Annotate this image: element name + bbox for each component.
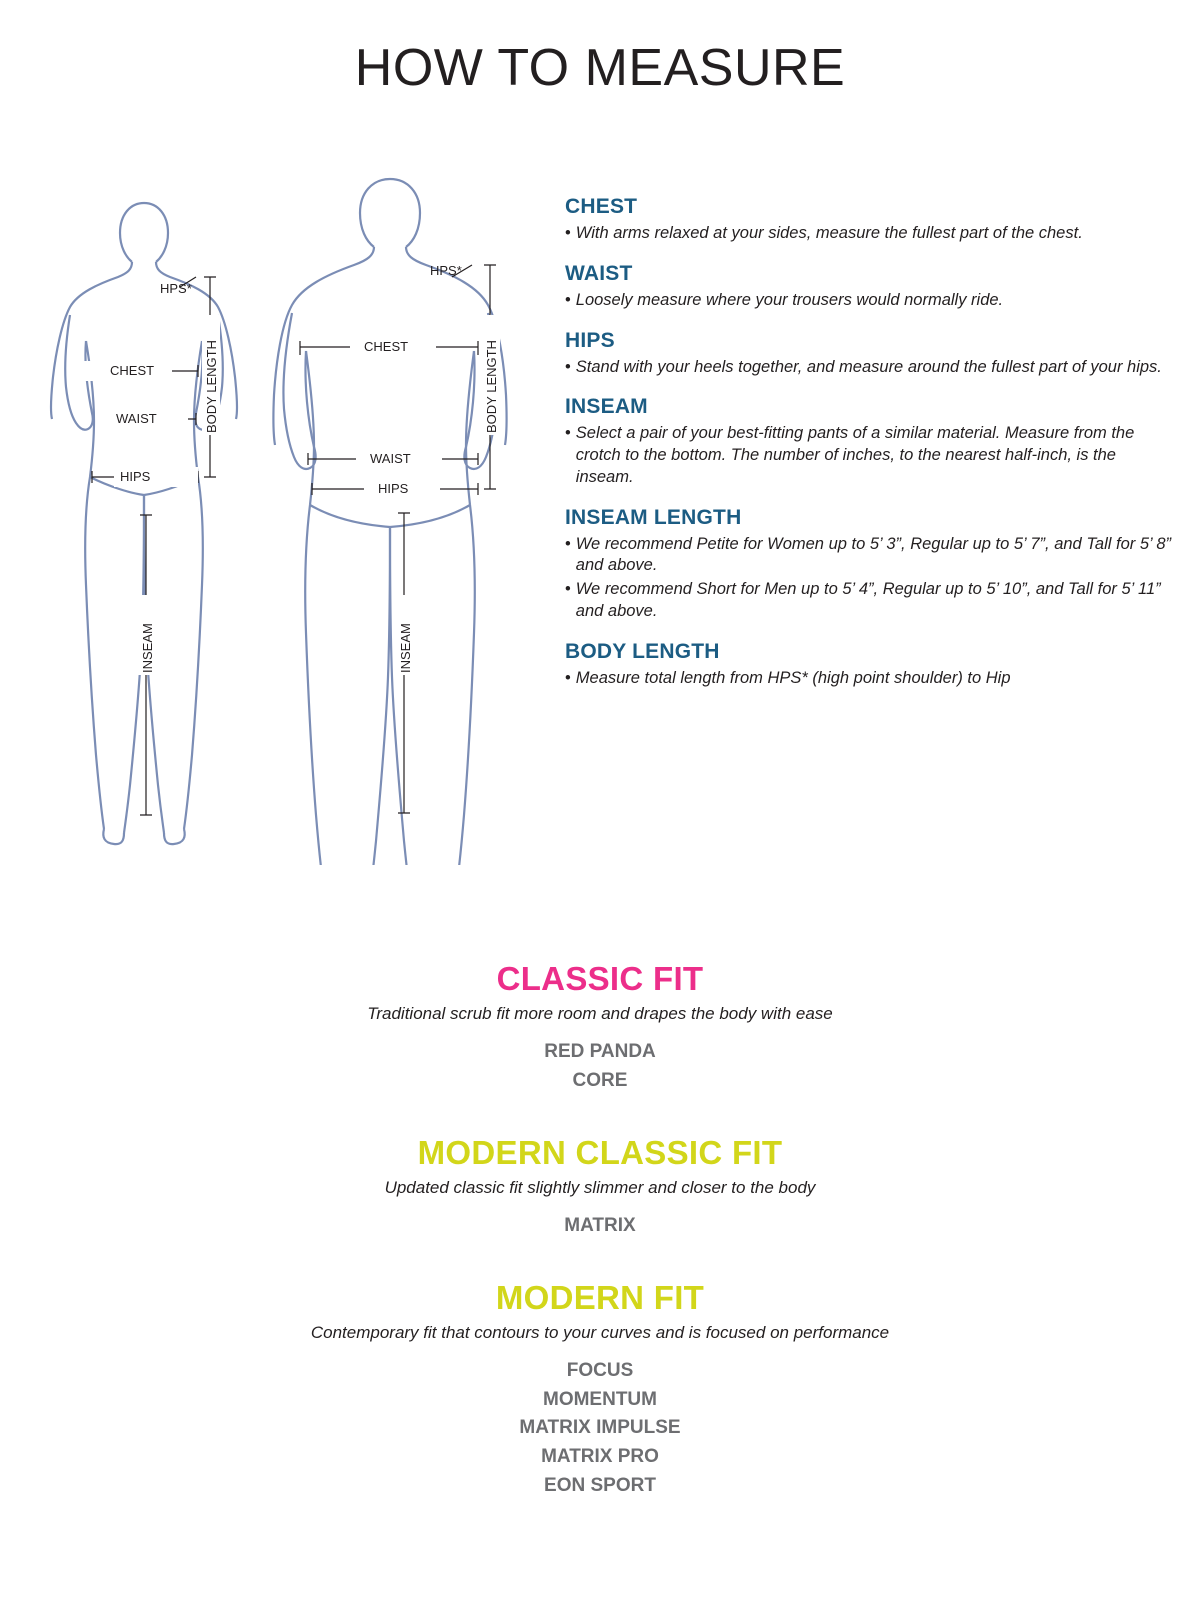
fit-block-classic (0, 960, 1200, 1096)
instruction-item (565, 423, 1175, 488)
instruction-text: With arms relaxed at your sides, measure the fullest part of the chest. (575, 224, 1083, 242)
instruction-item (565, 290, 1175, 312)
measurement-figures (20, 165, 540, 865)
bullet-icon: • (565, 534, 571, 553)
fit-product-item: MATRIX IMPULSE (519, 1417, 681, 1439)
label-female-inseam: INSEAM (140, 623, 155, 673)
fit-product-list (0, 1357, 1200, 1501)
label-male-chest: CHEST (364, 339, 409, 354)
instruction-block-inseam (565, 395, 1175, 488)
fit-title: CLASSIC FIT (496, 960, 704, 997)
bullet-icon: • (565, 224, 571, 242)
instruction-text: Stand with your heels together, and measure around the fullest part of your hips. (575, 357, 1162, 376)
bullet-icon: • (565, 424, 571, 443)
bullet-icon: • (565, 357, 571, 376)
label-female-hips: HIPS (120, 469, 151, 484)
fit-product-list (0, 1212, 1200, 1241)
label-male-inseam: INSEAM (398, 623, 413, 673)
fit-title: MODERN FIT (495, 1278, 705, 1316)
fit-product-item: EON SPORT (544, 1475, 656, 1497)
fit-product-list (0, 1038, 1200, 1096)
instruction-block-chest (565, 195, 1175, 245)
page-title: HOW TO MEASURE (354, 39, 846, 97)
instruction-heading: WAIST (565, 261, 633, 285)
fit-product-item: RED PANDA (544, 1041, 656, 1062)
instruction-heading: HIPS (565, 328, 615, 352)
bullet-icon: • (565, 290, 571, 309)
label-female-waist: WAIST (116, 411, 157, 426)
label-male-waist: WAIST (370, 451, 411, 466)
instruction-text: We recommend Short for Men up to 5’ 4”, Regular up to 5’ 10”, and Tall for 5’ 11” and above. (575, 580, 1161, 620)
measurement-instructions (565, 195, 1175, 706)
instruction-item (565, 534, 1175, 578)
instruction-heading: INSEAM (565, 395, 648, 419)
fit-product-item: CORE (572, 1069, 628, 1091)
bullet-icon: • (565, 580, 571, 599)
fit-product-item: MATRIX (564, 1214, 636, 1236)
fit-product-item: MOMENTUM (543, 1388, 657, 1410)
label-male-hps: HPS* (430, 263, 462, 278)
female-figure (51, 203, 237, 844)
instruction-text: Select a pair of your best-fitting pants of a similar material. Measure from the crotch to the bottom. The number of inches, to the nearest half-inch, is the inseam. (575, 424, 1135, 486)
instruction-heading: BODY LENGTH (565, 639, 720, 663)
instruction-item (565, 223, 1175, 245)
instruction-block-inseam-length (565, 506, 1175, 623)
fit-description: Contemporary fit that contours to your curves and is focused on performance (310, 1322, 890, 1342)
instruction-text: We recommend Petite for Women up to 5’ 3”, Regular up to 5’ 7”, and Tall for 5’ 8” and above. (575, 534, 1172, 575)
instruction-item (565, 668, 1175, 690)
fit-block-modern (0, 1279, 1200, 1501)
instruction-item (565, 579, 1175, 623)
fit-block-modern-classic (0, 1134, 1200, 1241)
instruction-heading: CHEST (565, 195, 638, 218)
label-female-hps: HPS* (160, 281, 192, 296)
instruction-item (565, 357, 1175, 379)
fit-description: Traditional scrub fit more room and drapes the body with ease (367, 1004, 833, 1023)
instruction-text: Loosely measure where your trousers would normally ride. (575, 290, 1004, 309)
fit-sections (0, 960, 1200, 1539)
male-figure (273, 179, 506, 865)
fit-product-item: MATRIX PRO (541, 1446, 659, 1468)
fit-product-item: FOCUS (566, 1359, 634, 1381)
female-annotations (82, 277, 216, 815)
instruction-heading: INSEAM LENGTH (565, 505, 742, 529)
label-female-chest: CHEST (110, 363, 155, 378)
instruction-text: Measure total length from HPS* (high point shoulder) to Hip (575, 668, 1011, 687)
label-male-hips: HIPS (378, 481, 409, 496)
instruction-block-body-length (565, 640, 1175, 690)
instruction-block-hips (565, 329, 1175, 379)
label-male-body-length: BODY LENGTH (484, 340, 499, 433)
instruction-block-waist (565, 262, 1175, 312)
fit-description: Updated classic fit slightly slimmer and closer to the body (384, 1177, 816, 1197)
bullet-icon: • (565, 668, 571, 687)
label-female-body-length: BODY LENGTH (204, 340, 219, 433)
fit-title: MODERN CLASSIC FIT (417, 1133, 783, 1171)
